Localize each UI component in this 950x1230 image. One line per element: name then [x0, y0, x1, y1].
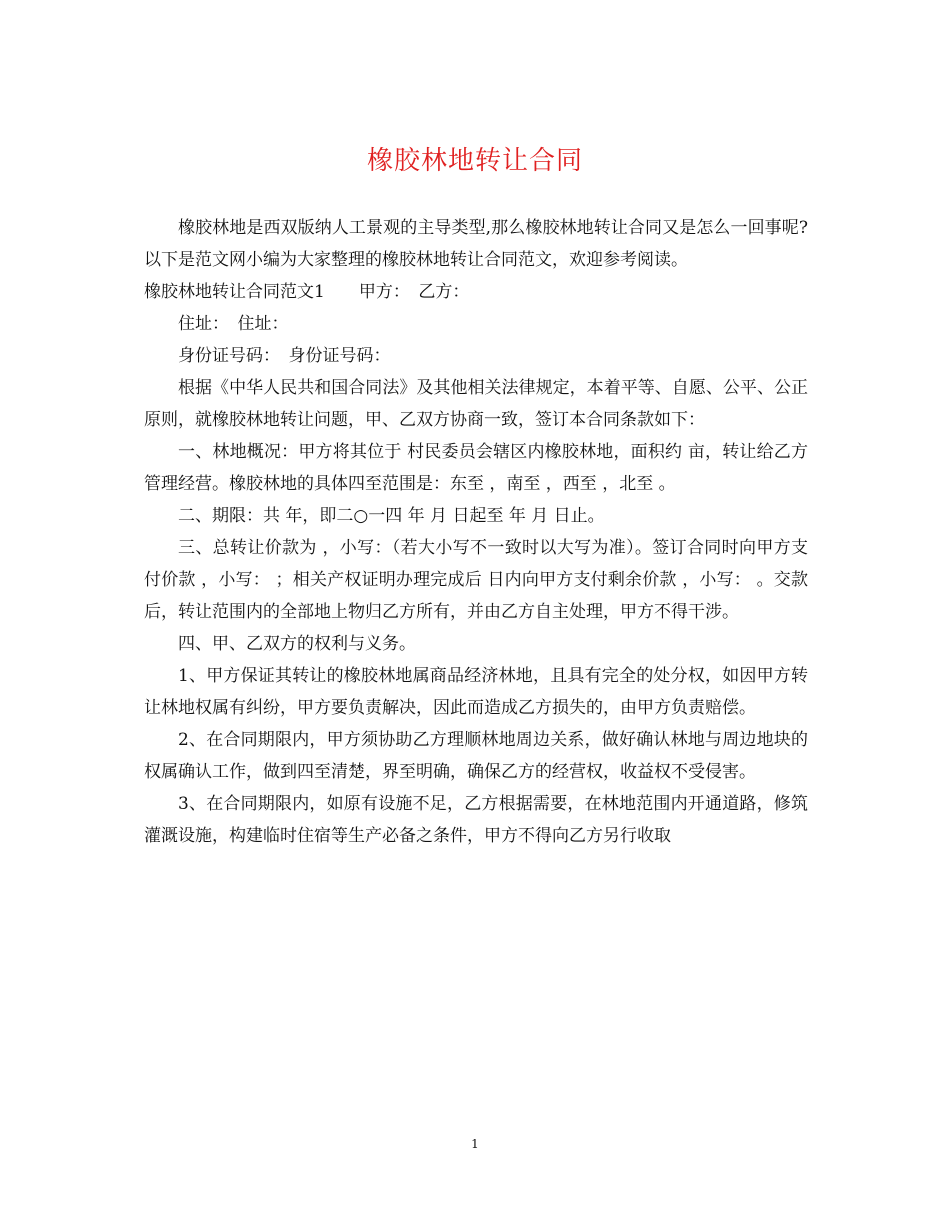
paragraph-intro: 橡胶林地是西双版纳人工景观的主导类型,那么橡胶林地转让合同又是怎么一回事呢?以下是范文网小编为大家整理的橡胶林地转让合同范文，欢迎参考阅读。: [144, 218, 808, 270]
paragraph-item-1: 1、甲方保证其转让的橡胶林地属商品经济林地，且具有完全的处分权，如因甲方转让林地权属有纠纷，甲方要负责解决，因此而造成乙方损失的，由甲方负责赔偿。: [144, 666, 808, 718]
paragraph-clause-2: 二、期限：共 年，即二○一四 年 月 日起至 年 月 日止。: [178, 506, 605, 526]
paragraph-address: 住址： 住址：: [178, 314, 289, 334]
paragraph-clause-1: 一、林地概况：甲方将其位于 村民委员会辖区内橡胶林地，面积约 亩，转让给乙方管理经营。橡胶林地的具体四至范围是：东至 ，南至 ，西至 ，北至 。: [144, 442, 808, 494]
paragraph-clause-4: 四、甲、乙双方的权利与义务。: [178, 634, 416, 654]
paragraph-id-number: 身份证号码： 身份证号码：: [178, 346, 391, 366]
page-number: 1: [471, 1137, 479, 1151]
paragraph-item-2: 2、在合同期限内，甲方须协助乙方理顺林地周边关系，做好确认林地与周边地块的权属确认工作，做到四至清楚，界至明确，确保乙方的经营权，收益权不受侵害。: [144, 730, 808, 782]
paragraph-item-3: 3、在合同期限内，如原有设施不足，乙方根据需要，在林地范围内开通道路，修筑灌溉设施，构建临时住宿等生产必备之条件，甲方不得向乙方另行收取: [144, 794, 808, 846]
document-body: [144, 212, 808, 852]
document-title: 橡胶林地转让合同: [366, 146, 583, 176]
paragraph-clause-3: 三、总转让价款为 ，小写：（若大小写不一致时以大写为准）。签订合同时向甲方支付价款 ，小写： ；相关产权证明办理完成后 日内向甲方支付剩余价款 ，小写： 。交款后，转让范围内的全部地上物归乙方所有，并由乙方自主处理，甲方不得干涉。: [144, 538, 808, 622]
paragraph-preamble: 根据《中华人民共和国合同法》及其他相关法律规定，本着平等、自愿、公平、公正原则，就橡胶林地转让问题，甲、乙双方协商一致，签订本合同条款如下：: [144, 378, 808, 430]
paragraph-contract-heading: 橡胶林地转让合同范文1 甲方： 乙方：: [144, 282, 470, 302]
